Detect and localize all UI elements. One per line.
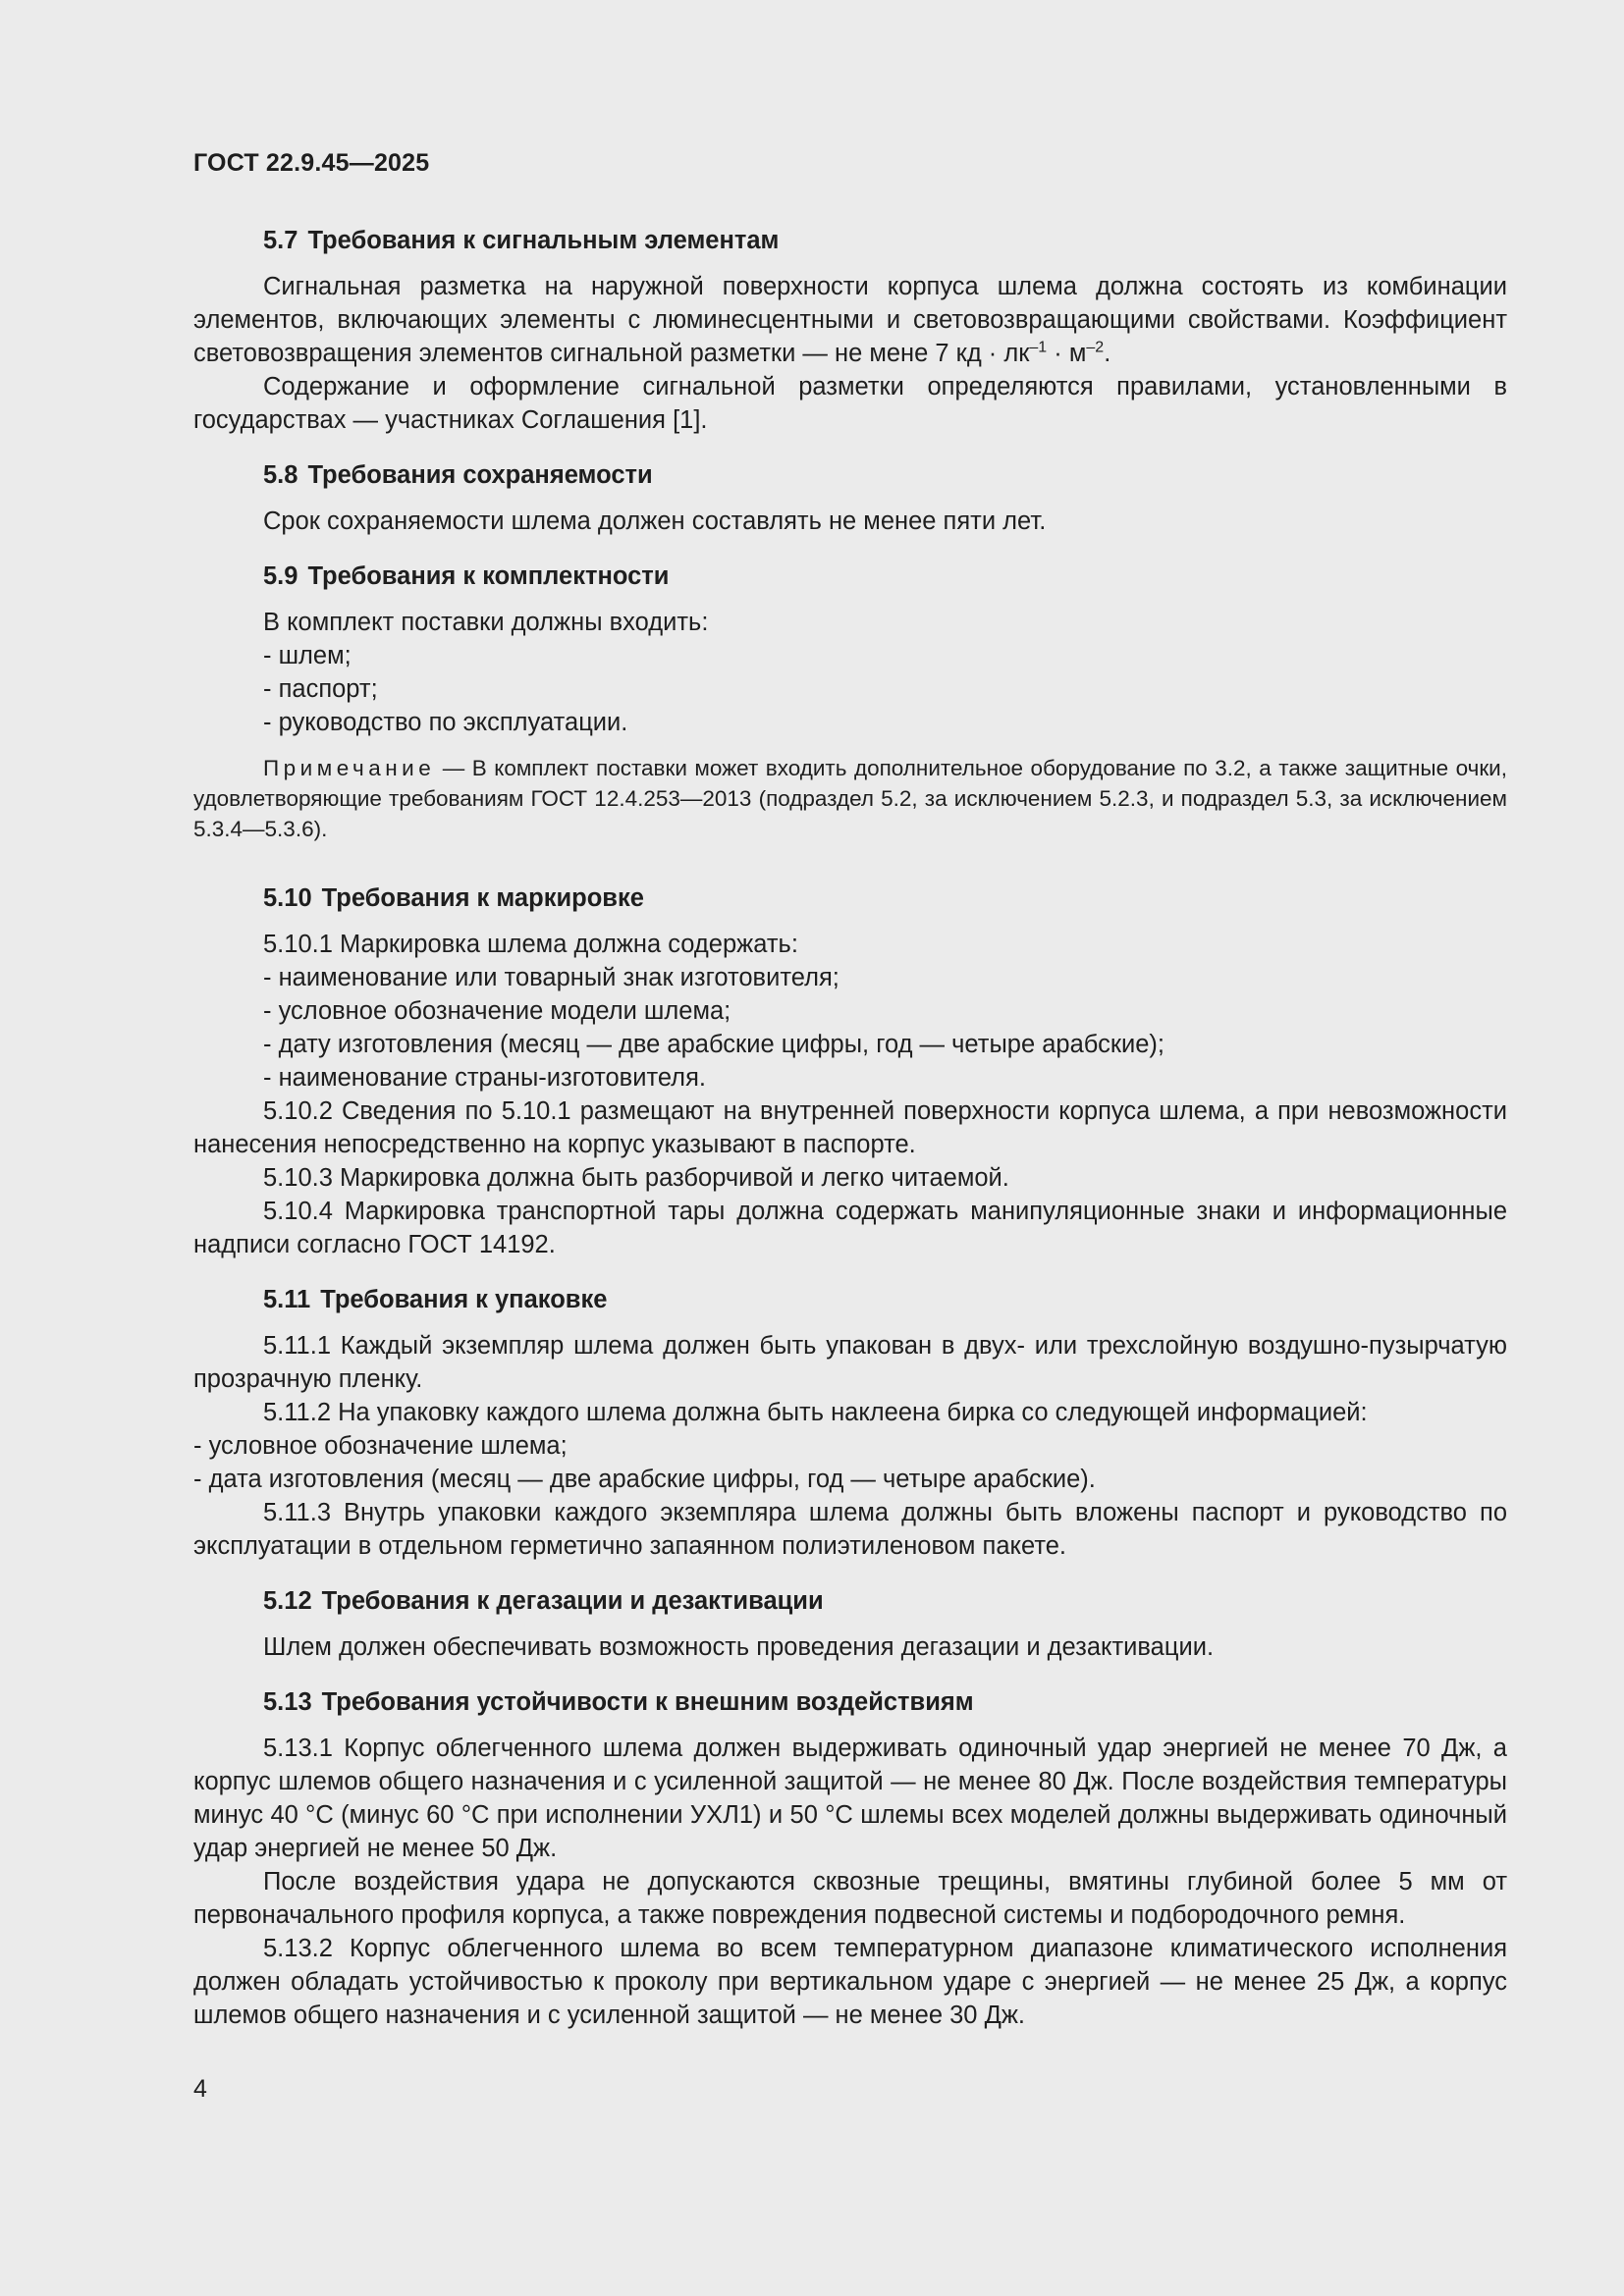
section-number: 5.7 [263, 227, 298, 254]
section-number: 5.9 [263, 562, 298, 590]
paragraph-text: . [1104, 340, 1111, 367]
list-item: - дату изготовления (месяц — две арабские цифры, год — четыре арабские); [263, 1031, 1164, 1058]
section-number: 5.12 [263, 1587, 312, 1615]
clause: 5.13.2 Корпус облегченного шлема во всем температурном диапазоне климатического исполнения должен обладать устойчивостью к проколу при вертикальном ударе с энергией — не менее 25 Дж, а корпус шлемов общего назначения и с усиленной защитой — не менее 30 Дж. [193, 1935, 1507, 2029]
list-item: - дата изготовления (месяц — две арабские цифры, год — четыре арабские). [193, 1466, 1096, 1493]
note-text: — В комплект поставки может входить дополнительное оборудование по 3.2, а также защитные очки, удовлетворяющие требованиям ГОСТ 12.4.253—2013 (подраздел 5.2, за исключением 5.2.3, и подраздел 5.3, за исключением 5.3.4—5.3.6). [193, 756, 1507, 841]
list-item: - руководство по эксплуатации. [263, 709, 628, 736]
list-item: - шлем; [263, 642, 352, 669]
section-heading-5-8 [263, 458, 1507, 492]
paragraph: После воздействия удара не допускаются сквозные трещины, вмятины глубиной более 5 мм от первоначального профиля корпуса, а также повреждения подвесной системы и подбородочного ремня. [193, 1868, 1507, 1929]
section-heading-5-10 [263, 881, 1507, 915]
clause: 5.11.2 На упаковку каждого шлема должна быть наклеена бирка со следующей информацией: [263, 1399, 1368, 1426]
note-label: Примечание [263, 756, 436, 780]
section-number: 5.13 [263, 1688, 312, 1716]
clause: 5.10.1 Маркировка шлема должна содержать: [263, 931, 798, 958]
paragraph [193, 270, 1507, 370]
list-item: - паспорт; [263, 675, 378, 703]
section-title: Требования к комплектности [307, 562, 670, 590]
section-title: Требования к упаковке [320, 1286, 608, 1313]
section-heading-5-12 [263, 1584, 1507, 1618]
paragraph-text: Сигнальная разметка на наружной поверхности корпуса шлема должна состоять из комбинации элементов, включающих элементы с люминесцентными и световозвращающими свойствами. Коэффициент световозвращения элементов сигнальной разметки — не мене 7 кд · лк [193, 273, 1507, 367]
list-item: - наименование страны-изготовителя. [263, 1064, 706, 1092]
clause: 5.10.4 Маркировка транспортной тары должна содержать манипуляционные знаки и информационные надписи согласно ГОСТ 14192. [193, 1198, 1507, 1258]
list-intro: В комплект поставки должны входить: [263, 609, 709, 636]
paragraph: Шлем должен обеспечивать возможность проведения дегазации и дезактивации. [263, 1633, 1215, 1661]
section-title: Требования к дегазации и дезактивации [321, 1587, 824, 1615]
list-item: - условное обозначение шлема; [193, 1432, 568, 1460]
superscript: –1 [1029, 339, 1048, 356]
clause: 5.11.1 Каждый экземпляр шлема должен быть упакован в двух- или трехслойную воздушно-пузырчатую прозрачную пленку. [193, 1332, 1507, 1393]
clause: 5.11.3 Внутрь упаковки каждого экземпляра шлема должны быть вложены паспорт и руководство по эксплуатации в отдельном герметично запаянном полиэтиленовом пакете. [193, 1499, 1507, 1560]
section-title: Требования устойчивости к внешним воздействиям [321, 1688, 974, 1716]
clause: 5.13.1 Корпус облегченного шлема должен выдерживать одиночный удар энергией не менее 70 Дж, а корпус шлемов общего назначения и с усиленной защитой — не менее 80 Дж. После воздействия температуры минус 40 °С (минус 60 °С при исполнении УХЛ1) и 50 °С шлемы всех моделей должны выдерживать одиночный удар энергией не менее 50 Дж. [193, 1735, 1507, 1862]
section-heading-5-7 [263, 224, 1507, 257]
section-title: Требования к сигнальным элементам [307, 227, 780, 254]
note [193, 753, 1507, 844]
section-number: 5.10 [263, 884, 312, 912]
page-number: 4 [193, 2075, 207, 2103]
section-number: 5.8 [263, 461, 298, 489]
section-title: Требования сохраняемости [307, 461, 653, 489]
section-heading-5-9 [263, 560, 1507, 593]
document-body [193, 224, 1507, 2032]
section-heading-5-11 [263, 1283, 1507, 1316]
paragraph: Содержание и оформление сигнальной разметки определяются правилами, установленными в государствах — участниках Соглашения [1]. [193, 373, 1507, 434]
list-item: - условное обозначение модели шлема; [263, 997, 731, 1025]
clause: 5.10.3 Маркировка должна быть разборчивой и легко читаемой. [263, 1164, 1009, 1192]
section-number: 5.11 [263, 1286, 311, 1313]
document-header: ГОСТ 22.9.45—2025 [193, 149, 430, 177]
paragraph: Срок сохраняемости шлема должен составлять не менее пяти лет. [263, 507, 1047, 535]
section-heading-5-13 [263, 1685, 1507, 1719]
section-title: Требования к маркировке [321, 884, 644, 912]
superscript: –2 [1086, 339, 1105, 356]
clause: 5.10.2 Сведения по 5.10.1 размещают на внутренней поверхности корпуса шлема, а при невозможности нанесения непосредственно на корпус указывают в паспорте. [193, 1097, 1507, 1158]
paragraph-text: · м [1047, 340, 1087, 367]
list-item: - наименование или товарный знак изготовителя; [263, 964, 839, 991]
